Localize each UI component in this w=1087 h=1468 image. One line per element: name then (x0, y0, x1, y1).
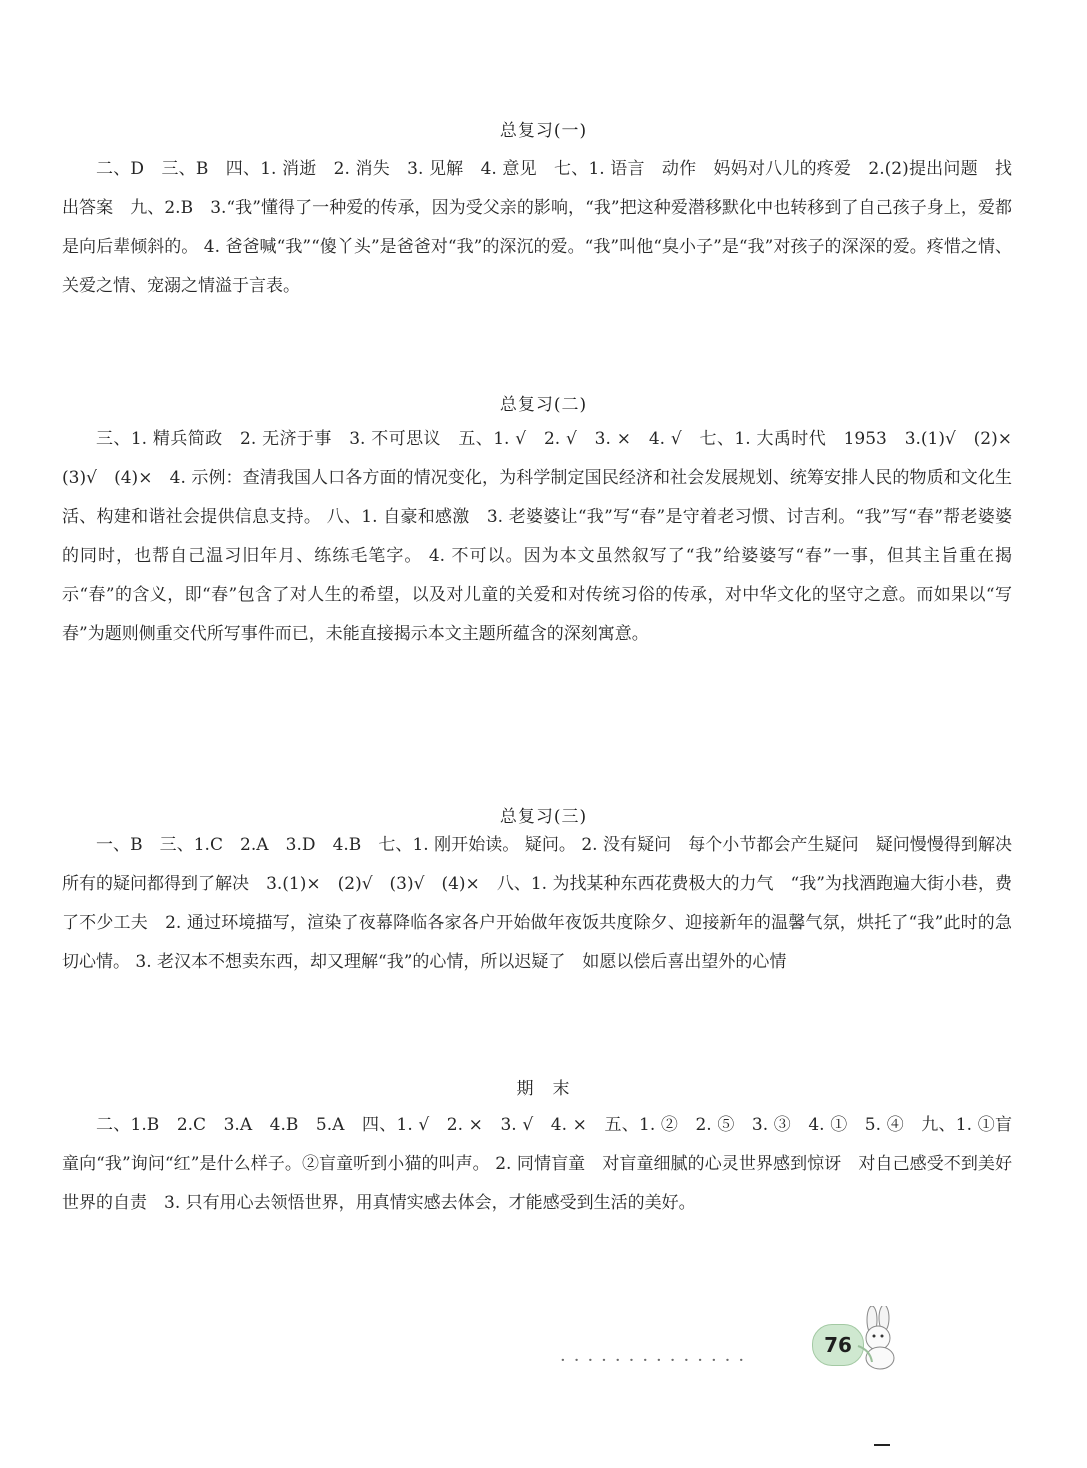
section-text-review-1: 二、D 三、B 四、1. 消逝 2. 消失 3. 见解 4. 意见 七、1. 语言 动作 妈妈对八儿的疼爱 2.(2)提出问题 找出答案 九、2.B 3.“我”懂得了一种爱的传承，因为受父亲的影响，“我”把这种爱潜移默化中也转移到了自己孩子身上，爱都是向后辈倾斜的。 4. 爸爸喊“我”“傻丫头”是爸爸对“我”的深沉的爱。“我”叫他“臭小子”是“我”对孩子的深深的爱。疼惜之情、关爱之情、宠溺之情溢于言表。 (62, 159, 1012, 296)
section-text-final: 二、1.B 2.C 3.A 4.B 5.A 四、1. √ 2. × 3. √ 4. × 五、1. ② 2. ⑤ 3. ③ 4. ① 5. ④ 九、1. ①盲童向“我”询问“红”是什么样子。②盲童听到小猫的叫声。 2. 同情盲童 对盲童细腻的心灵世界感到惊讶 对自己感受不到美好世界的自责 3. 只有用心去领悟世界，用真情实感去体会，才能感受到生活的美好。 (62, 1115, 1012, 1213)
corner-mark (874, 1444, 890, 1446)
section-title-review-3: 总复习(三) (499, 807, 588, 827)
page-number-badge: 76 (812, 1324, 864, 1366)
section-text-review-3: 一、B 三、1.C 2.A 3.D 4.B 七、1. 刚开始读。 疑问。 2. 没有疑问 每个小节都会产生疑问 疑问慢慢得到解决 所有的疑问都得到了解决 3.(1)× (2)√ (3)√ (4)× 八、1. 为找某种东西花费极大的力气 “我”为找酒跑遍大街小巷，费了不少工夫 2. 通过环境描写，渲染了夜幕降临各家各户开始做年夜饭共度除夕、迎接新年的温馨气氛，烘托了“我”此时的急切心情。 3. 老汉本不想卖东西，却又理解“我”的心情，所以迟疑了 如愿以偿后喜出望外的心情 (62, 835, 1029, 972)
footer-dots: ·············· (560, 1350, 753, 1371)
section-text-review-2: 三、1. 精兵简政 2. 无济于事 3. 不可思议 五、1. √ 2. √ 3. × 4. √ 七、1. 大禹时代 1953 3.(1)√ (2)× (3)√ (4)× 4. 示例：查清我国人口各方面的情况变化，为科学制定国民经济和社会发展规划、统筹安排人民的物质和文化生活、构建和谐社会提供信息支持。 八、1. 自豪和感激 3. 老婆婆让“我”写“春”是守着老习惯、讨吉利。“我”写“春”帮老婆婆的同时，也帮自己温习旧年月、练练毛笔字。 4. 不可以。因为本文虽然叙写了“我”给婆婆写“春”一事，但其主旨重在揭示“春”的含义，即“春”包含了对人生的希望，以及对儿童的关爱和对传统习俗的传承，对中华文化的坚守之意。而如果以“写春”为题则侧重交代所写事件而已，未能直接揭示本文主题所蕴含的深刻寓意。 (62, 429, 1029, 644)
section-title-final: 期 末 (516, 1079, 571, 1099)
page-footer (560, 1320, 940, 1380)
section-title-review-2: 总复习(二) (499, 395, 588, 415)
rabbit-mascot-icon (850, 1306, 910, 1372)
section-title-review-1: 总复习(一) (499, 121, 588, 141)
